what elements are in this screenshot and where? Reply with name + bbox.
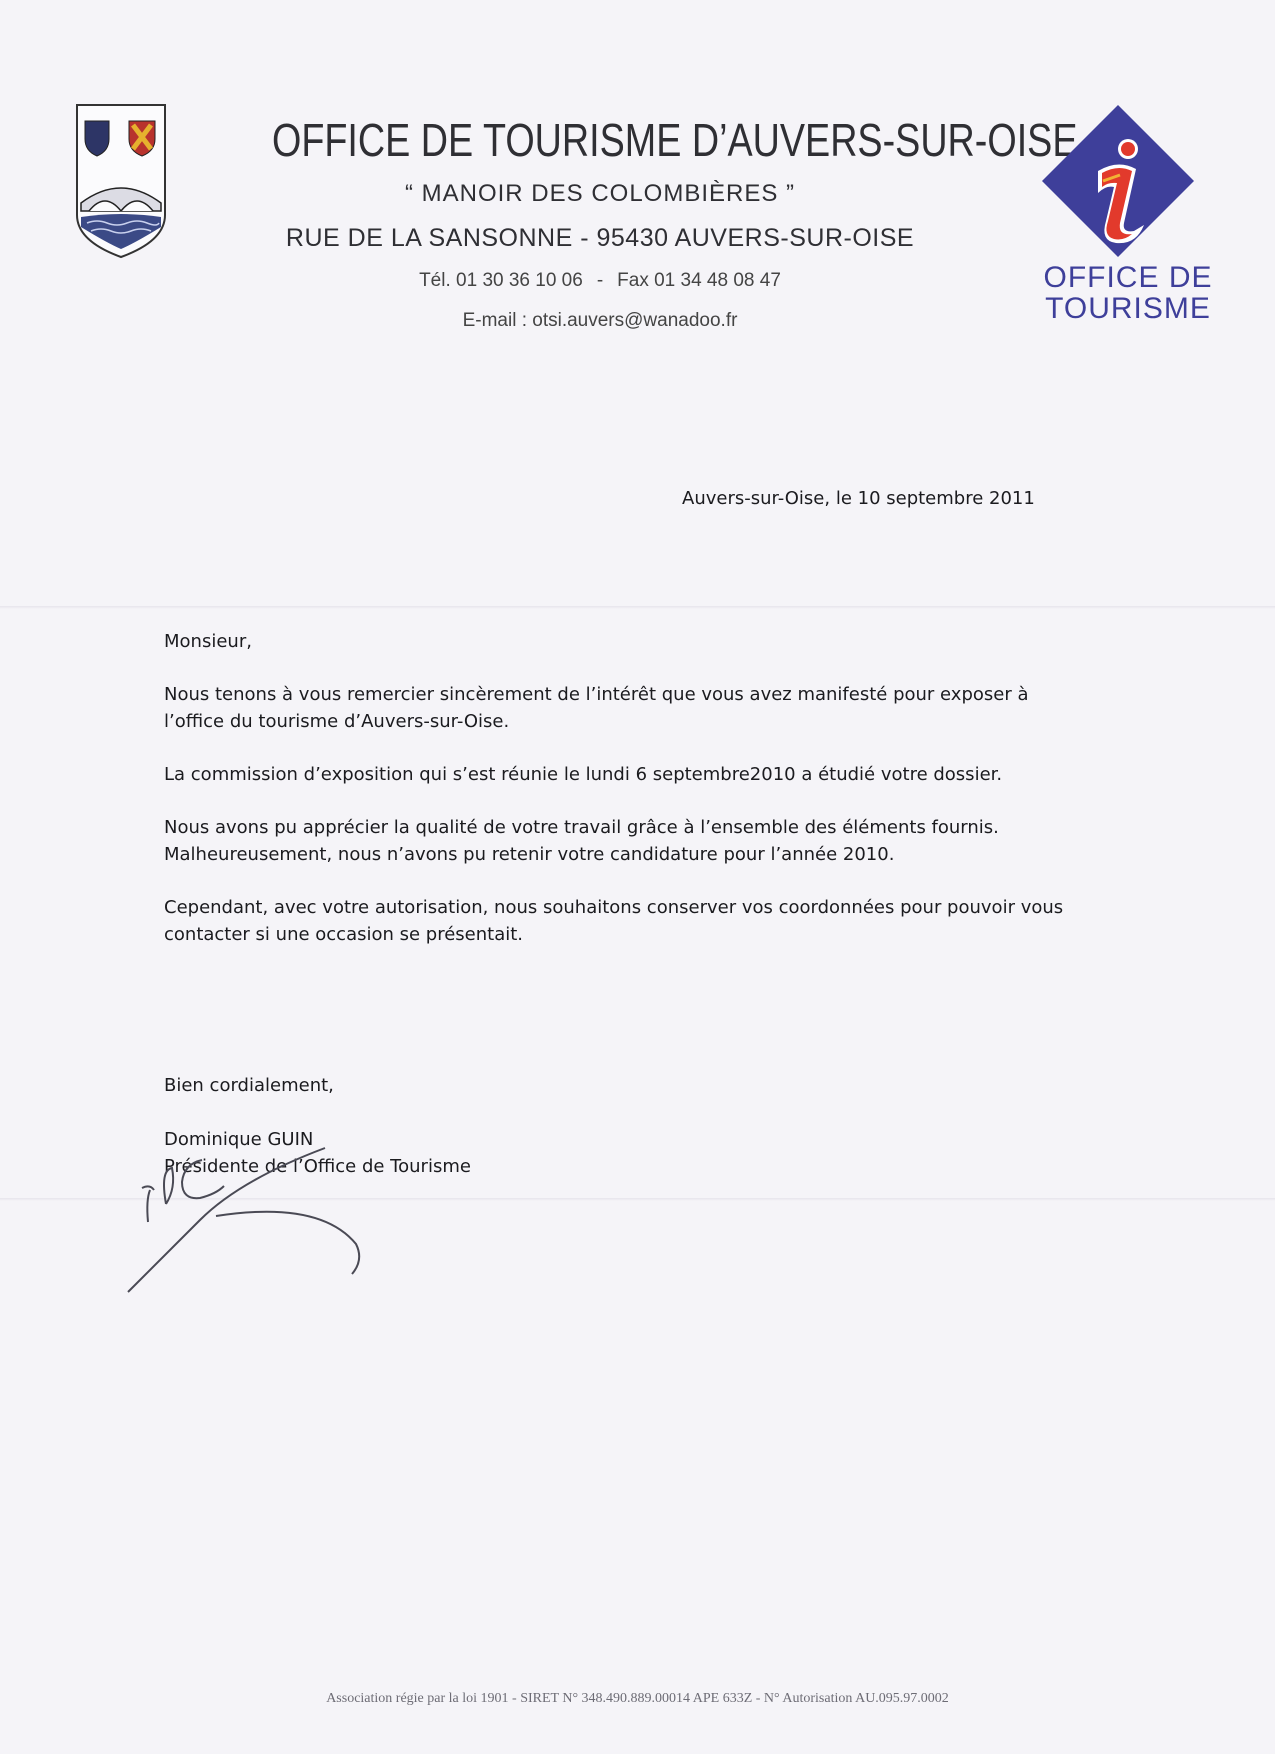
paragraph-line: l’office du tourisme d’Auvers-sur-Oise. [164, 711, 510, 732]
handwritten-signature-icon [120, 1140, 370, 1300]
salutation: Monsieur, [164, 631, 252, 652]
paragraph-line: Nous tenons à vous remercier sincèrement de l’intérêt que vous avez manifesté pour exposer à [164, 684, 1029, 705]
paper-fold-line [0, 606, 1275, 609]
paragraph-line: Malheureusement, nous n’avons pu retenir votre candidature pour l’année 2010. [164, 844, 895, 865]
letterhead [200, 112, 1078, 334]
paragraph-line: Nous avons pu apprécier la qualité de votre travail grâce à l’ensemble des éléments fournis. [164, 817, 999, 838]
coat-of-arms-icon [75, 103, 167, 259]
signer-name: Dominique GUIN [164, 1129, 314, 1150]
contact-line [200, 268, 1000, 294]
paragraph: La commission d’exposition qui s’est réunie le lundi 6 septembre2010 a étudié votre dossier. [164, 764, 1003, 785]
organization-title: OFFICE DE TOURISME D’AUVERS-SUR-OISE [272, 114, 1078, 166]
tourist-office-logo-text [1020, 262, 1236, 324]
manor-name: “ MANOIR DES COLOMBIÈRES ” [404, 180, 796, 207]
paragraph [164, 814, 1104, 868]
letter-date: Auvers-sur-Oise, le 10 septembre 2011 [682, 488, 1035, 509]
logo-text-line: OFFICE DE [1043, 261, 1213, 294]
letter-body [164, 628, 1104, 974]
phone-number: Tél. 01 30 36 10 06 [419, 270, 583, 291]
paragraph-line: contacter si une occasion se présentait. [164, 924, 524, 945]
paragraph [164, 894, 1104, 948]
footer-legal-notice: Association régie par la loi 1901 - SIRET N° 348.490.889.00014 APE 633Z - N° Autorisation AU.095.97.0002 [326, 1691, 949, 1706]
email-address: E-mail : otsi.auvers@wanadoo.fr [462, 310, 738, 331]
phone-separator: - [596, 270, 604, 291]
paragraph-line: Cependant, avec votre autorisation, nous souhaitons conserver vos coordonnées pour pouvoir vous [164, 897, 1064, 918]
fax-number: Fax 01 34 48 08 47 [617, 270, 781, 291]
tourist-info-logo-icon [1040, 103, 1196, 259]
closing: Bien cordialement, [164, 1075, 334, 1096]
signer-title: Présidente de l’Office de Tourisme [164, 1156, 471, 1177]
paragraph [164, 681, 1104, 735]
logo-text-line: TOURISME [1045, 292, 1211, 325]
street-address: RUE DE LA SANSONNE - 95430 AUVERS-SUR-OISE [285, 224, 915, 252]
